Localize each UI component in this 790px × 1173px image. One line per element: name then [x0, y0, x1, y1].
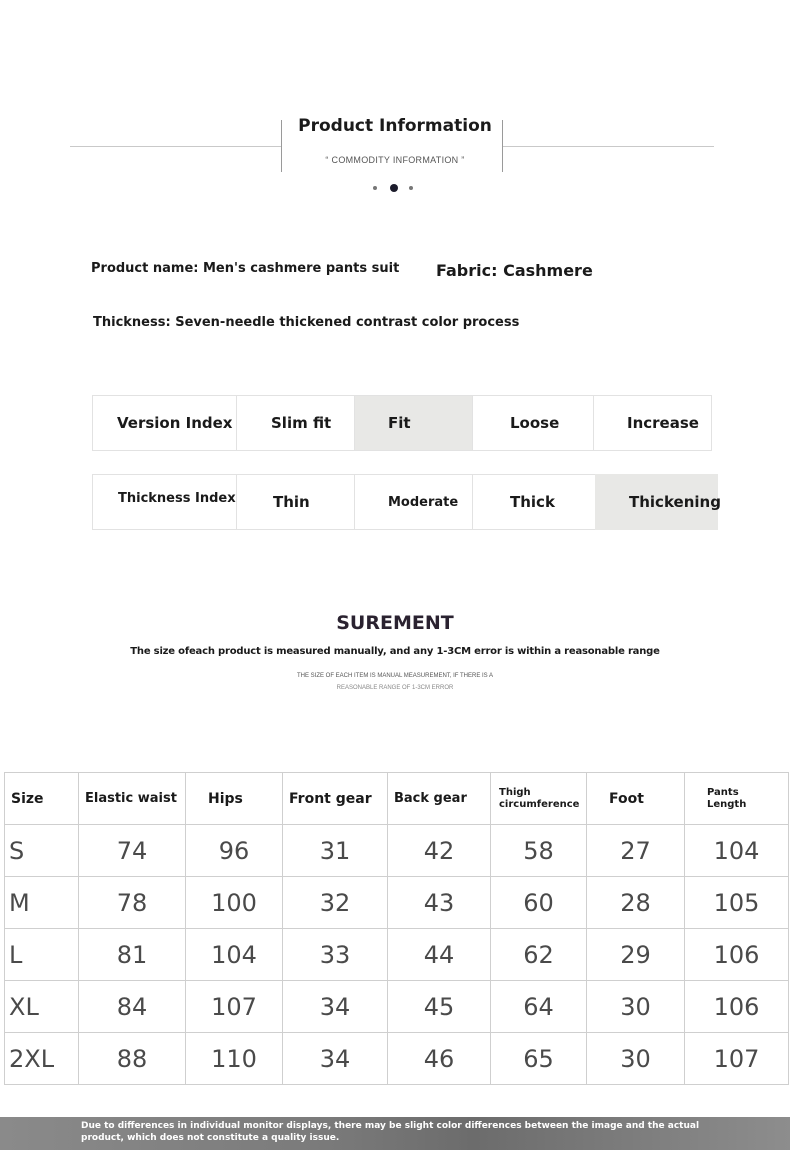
measure-cell: 62	[491, 929, 587, 981]
pager-dot	[373, 186, 377, 190]
option-label: Loose	[510, 414, 560, 432]
version-option-fit[interactable]	[354, 395, 473, 451]
thickness-index-label-text: Thickness Index	[118, 491, 236, 506]
measure-cell: 65	[491, 1033, 587, 1085]
option-label: Thickening	[629, 493, 721, 511]
version-index-label-text: Version Index	[117, 414, 233, 432]
version-option-increase[interactable]	[593, 395, 712, 451]
measure-cell: 60	[491, 877, 587, 929]
size-table-header	[5, 773, 789, 825]
size-cell: 2XL	[5, 1033, 79, 1085]
measurement-title: SUREMENT	[336, 612, 454, 634]
size-cell: XL	[5, 981, 79, 1033]
measure-cell: 110	[186, 1033, 283, 1085]
measure-cell: 31	[283, 825, 388, 877]
measure-cell: 64	[491, 981, 587, 1033]
measure-cell: 27	[587, 825, 685, 877]
page-title: Product Information	[298, 116, 492, 136]
measure-cell: 104	[685, 825, 789, 877]
measure-cell: 100	[186, 877, 283, 929]
pager-dot-active	[390, 184, 398, 192]
version-option-slim-fit[interactable]	[236, 395, 355, 451]
measure-cell: 58	[491, 825, 587, 877]
header-thigh-circumference	[491, 773, 587, 825]
thickness-option-thickening[interactable]	[595, 474, 721, 530]
measure-cell: 78	[79, 877, 186, 929]
table-row	[5, 825, 789, 877]
version-index-row	[92, 395, 712, 451]
measure-cell: 30	[587, 981, 685, 1033]
option-label: Thick	[510, 493, 555, 511]
measure-cell: 43	[388, 877, 491, 929]
measure-cell: 81	[79, 929, 186, 981]
size-cell: S	[5, 825, 79, 877]
header-rule-right	[502, 146, 714, 147]
header-front-gear: Front gear	[283, 773, 388, 825]
measure-cell: 33	[283, 929, 388, 981]
measure-cell: 44	[388, 929, 491, 981]
thickness-option-thick[interactable]	[472, 474, 596, 530]
fabric: Fabric: Cashmere	[436, 261, 593, 280]
measure-cell: 106	[685, 981, 789, 1033]
table-row	[5, 929, 789, 981]
header-rule-left	[70, 146, 281, 147]
measure-cell: 42	[388, 825, 491, 877]
pager-dot	[409, 186, 413, 190]
version-option-loose[interactable]	[472, 395, 594, 451]
option-label: Increase	[627, 414, 699, 432]
measure-cell: 107	[685, 1033, 789, 1085]
size-cell: L	[5, 929, 79, 981]
product-name: Product name: Men's cashmere pants suit	[91, 261, 400, 276]
thickness-option-moderate[interactable]	[354, 474, 473, 530]
size-table	[4, 772, 789, 1085]
thickness-description: Thickness: Seven-needle thickened contrast color process	[93, 315, 520, 330]
measure-cell: 88	[79, 1033, 186, 1085]
measure-cell: 96	[186, 825, 283, 877]
measure-cell: 29	[587, 929, 685, 981]
measure-cell: 28	[587, 877, 685, 929]
measure-cell: 107	[186, 981, 283, 1033]
measurement-small-line-2: REASONABLE RANGE OF 1-3CM ERROR	[336, 685, 454, 691]
measure-cell: 34	[283, 1033, 388, 1085]
thickness-option-thin[interactable]	[236, 474, 355, 530]
footer-disclaimer: Due to differences in individual monitor displays, there may be slight color differences between the image and the actual product, which does not constitute a quality issue.	[81, 1121, 700, 1143]
measurement-note: The size ofeach product is measured manually, and any 1-3CM error is within a reasonable range	[130, 646, 660, 657]
page-subtitle: “ COMMODITY INFORMATION ”	[325, 155, 465, 165]
measure-cell: 45	[388, 981, 491, 1033]
table-row	[5, 1033, 789, 1085]
header-back-gear: Back gear	[388, 773, 491, 825]
header-pants-length	[685, 773, 789, 825]
header-pants-length-text: Pants Length	[707, 786, 747, 810]
option-label: Slim fit	[271, 414, 332, 432]
measure-cell: 74	[79, 825, 186, 877]
measure-cell: 106	[685, 929, 789, 981]
measure-cell: 46	[388, 1033, 491, 1085]
measure-cell: 30	[587, 1033, 685, 1085]
option-label: Moderate	[388, 494, 459, 510]
thickness-index-row	[92, 474, 721, 530]
option-label: Thin	[273, 493, 310, 511]
table-row	[5, 981, 789, 1033]
measure-cell: 104	[186, 929, 283, 981]
header-hips: Hips	[186, 773, 283, 825]
measure-cell: 34	[283, 981, 388, 1033]
measure-cell: 84	[79, 981, 186, 1033]
table-row	[5, 877, 789, 929]
version-index-label	[92, 395, 237, 451]
size-cell: M	[5, 877, 79, 929]
option-label: Fit	[388, 414, 411, 432]
header-elastic-waist: Elastic waist	[79, 773, 186, 825]
header-thigh-circumference-text: Thigh circumference	[499, 786, 580, 810]
header-foot: Foot	[587, 773, 685, 825]
thickness-index-label	[92, 474, 237, 530]
measure-cell: 32	[283, 877, 388, 929]
measurement-small-line-1: THE SIZE OF EACH ITEM IS MANUAL MEASUREMENT, IF THERE IS A	[296, 673, 494, 679]
measure-cell: 105	[685, 877, 789, 929]
header-size: Size	[5, 773, 79, 825]
